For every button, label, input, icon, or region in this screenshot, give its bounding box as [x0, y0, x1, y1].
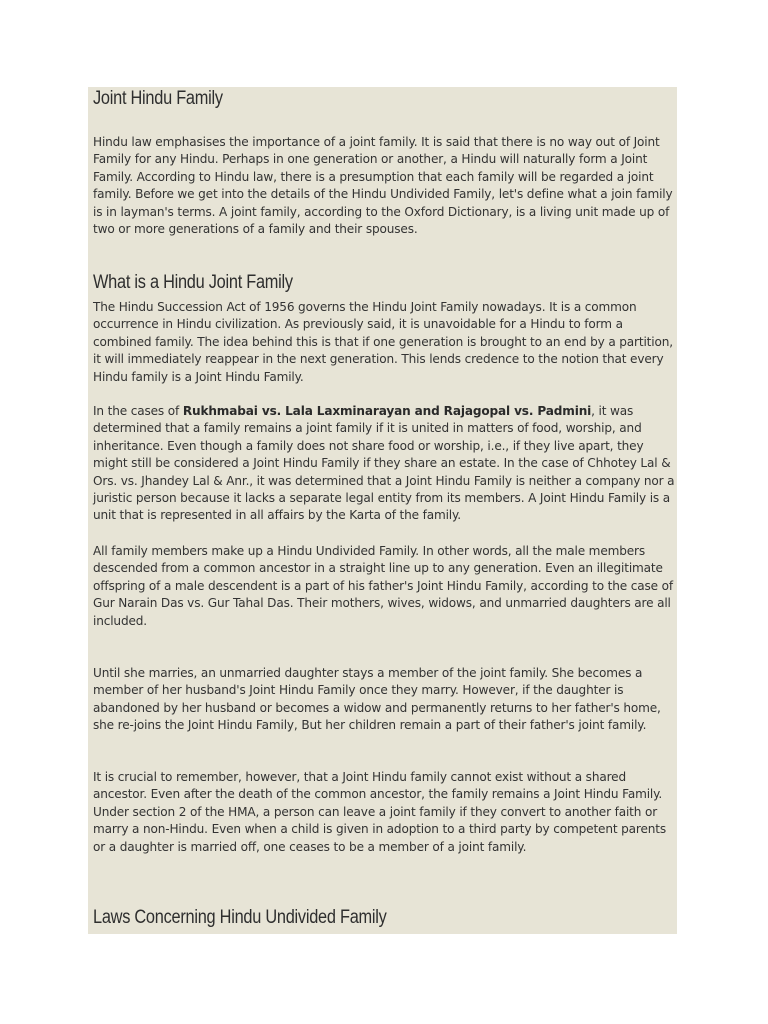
case-law-prefix: In the cases of: [93, 404, 183, 418]
intro-paragraph: Hindu law emphasises the importance of a joint family. It is said that there is no way out of Joint Family for any Hindu. Perhaps in one generation or another, a Hindu will naturally form a Joint Family. According to Hindu law, there is a presumption that each family will be regarded a joint family. Before we get into the details of the Hindu Undivided Family, let's define what a join family is in layman's terms. A joint family, according to the Oxford Dictionary, is a living unit made up of two or more generations of a family and their spouses.: [93, 135, 673, 237]
section-heading-laws: Laws Concerning Hindu Undivided Family: [93, 907, 387, 928]
section-heading-what-is: What is a Hindu Joint Family: [93, 272, 293, 293]
document-page: [88, 87, 677, 934]
page-title: Joint Hindu Family: [93, 88, 223, 109]
case-names-bold: Rukhmabai vs. Lala Laxminarayan and Rajagopal vs. Padmini: [182, 404, 592, 418]
paragraph-succession-act: The Hindu Succession Act of 1956 governs the Hindu Joint Family nowadays. It is a common occurrence in Hindu civilization. As previously said, it is unavoidable for a Hindu to form a combined family. The idea behind this is that if one generation is brought to an end by a partition, it will immediately reappear in the next generation. This lends credence to the notion that every Hindu family is a Joint Hindu Family.: [93, 300, 673, 384]
case-law-text: , it was determined that a family remains a joint family if it is united in matters of food, worship, and inheritance. Even though a family does not share food or worship, i.e., if they live apart, they might still be considered a Joint Hindu Family if they share an estate. In the case of Chhotey Lal & Ors. vs. Jhandey Lal & Anr., it was determined that a Joint Hindu Family is neither a company nor a juristic person because it lacks a separate legal entity from its members. A Joint Hindu Family is a unit that is represented in all affairs by the Karta of the family.: [93, 404, 675, 523]
paragraph-shared-ancestor: It is crucial to remember, however, that a Joint Hindu family cannot exist without a shared ancestor. Even after the death of the common ancestor, the family remains a Joint Hindu Family. Under section 2 of the HMA, a person can leave a joint family if they convert to another faith or marry a non-Hindu. Even when a child is given in adoption to a third party by competent parents or a daughter is married off, one ceases to be a member of a joint family.: [93, 770, 667, 854]
paragraph-case-law: [93, 403, 676, 525]
paragraph-unmarried-daughter: Until she marries, an unmarried daughter stays a member of the joint family. She becomes a member of her husband's Joint Hindu Family once they marry. However, if the daughter is abandoned by her husband or becomes a widow and permanently returns to her father's home, she re-joins the Joint Hindu Family, But her children remain a part of their father's joint family.: [93, 666, 661, 733]
paragraph-family-members: All family members make up a Hindu Undivided Family. In other words, all the male members descended from a common ancestor in a straight line up to any generation. Even an illegitimate offspring of a male descendent is a part of his father's Joint Hindu Family, according to the case of Gur Narain Das vs. Gur Tahal Das. Their mothers, wives, widows, and unmarried daughters are all included.: [93, 544, 673, 628]
